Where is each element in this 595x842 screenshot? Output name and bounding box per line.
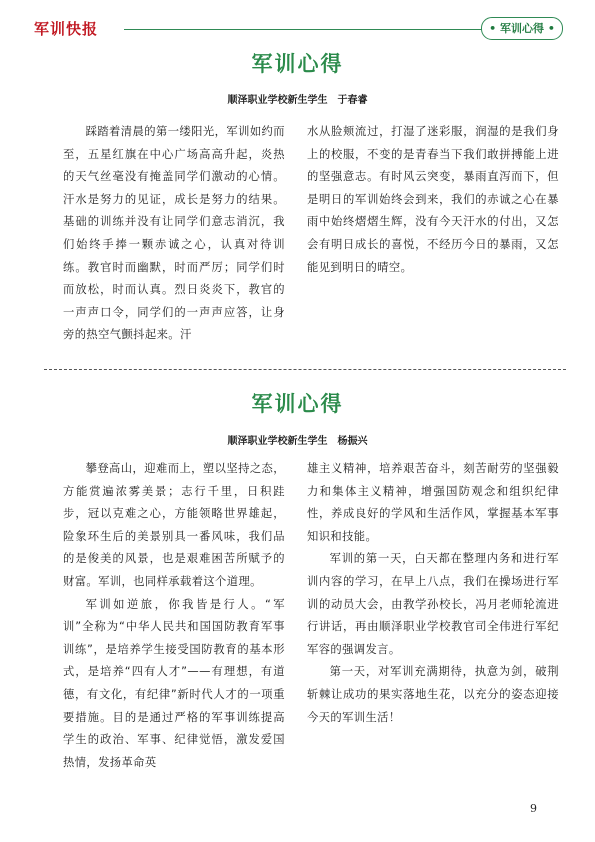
- article-1-paragraph-1: 踩踏着清晨的第一缕阳光，军训如约而至，五星红旗在中心广场高高升起，炎热的天气丝毫没有掩盖同学们激动的心情。汗水是努力的见证，成长是努力的结果。基础的训练并没有让同学们意志消沉，我们始终手捧一颗赤诚之心，认真对待训练。教官时而幽默，时而严厉；同学们时而放松，时而认真。烈日炎炎下，教官的一声声口令，同学们的一声声应答，让身旁的热空气颤抖起来。汗: [63, 125, 285, 342]
- page-number: 9: [530, 802, 537, 815]
- article-2-right-column: [307, 458, 559, 729]
- header-rule: [124, 29, 488, 30]
- article-2-title: 军训心得: [251, 392, 344, 416]
- section-divider: [44, 369, 566, 370]
- header-title: 军训快报: [34, 20, 99, 38]
- article-1-byline: 顺泽职业学校新生学生 于春睿: [227, 95, 368, 106]
- article-1-right-column: [307, 121, 559, 279]
- article-2-paragraph-2-continued: 雄主义精神，培养艰苦奋斗，刻苦耐劳的坚强毅力和集体主义精神，增强国防观念和组织纪律性，养成良好的学风和生活作风，掌握基本军事知识和技能。: [307, 462, 559, 543]
- article-1-paragraph-1-continued: 水从脸颊流过，打湿了迷彩服，润湿的是我们身上的校服，不变的是青春当下我们敢拼搏能上进的坚强意志。有时风云突变，暴雨直泻而下，但是明日的军训始终会到来，我们的赤诚之心在暴雨中始终熠熠生辉，没有今天汗水的付出，又怎会有明日成长的喜悦，不经历今日的暴雨，又怎能见到明日的晴空。: [307, 125, 559, 274]
- article-2-left-column: [63, 458, 285, 774]
- section-tag: • 军训心得 •: [481, 17, 563, 40]
- article-2-paragraph-4: 第一天，对军训充满期待，执意为剑，破荆斩棘让成功的果实落地生花，以充分的姿态迎接今天的军训生活！: [307, 665, 559, 724]
- article-1-title: 军训心得: [251, 52, 344, 76]
- article-2-paragraph-3: 军训的第一天，白天都在整理内务和进行军训内容的学习，在早上八点，我们在操场进行军训的动员大会，由教学孙校长，冯月老师轮流进行讲话，再由顺泽职业学校教官司全伟进行军纪军容的强调发言。: [307, 552, 559, 656]
- article-2-byline: 顺泽职业学校新生学生 杨振兴: [227, 436, 368, 447]
- article-2-paragraph-2: 军训如逆旅，你我皆是行人。“军训”全称为“中华人民共和国国防教育军事训练”，是培养学生接受国防教育的基本形式，是培养“四有人才”——有理想，有道德，有文化，有纪律”新时代人才的一项重要措施。目的是通过严格的军事训练提高学生的政治、军事、纪律觉悟，激发爱国热情，发扬革命英: [63, 597, 285, 769]
- article-1-left-column: [63, 121, 285, 347]
- article-2-paragraph-1: 攀登高山，迎难而上，塑以坚持之态，方能赏遍浓雾美景；志行千里，日积跬步，冠以克难之心，方能领略世界雄起，险象环生后的美景别具一番风味，我们品的是俊美的风景，也是艰难困苦所赋予的财富。军训，也同样承载着这个道理。: [63, 462, 285, 588]
